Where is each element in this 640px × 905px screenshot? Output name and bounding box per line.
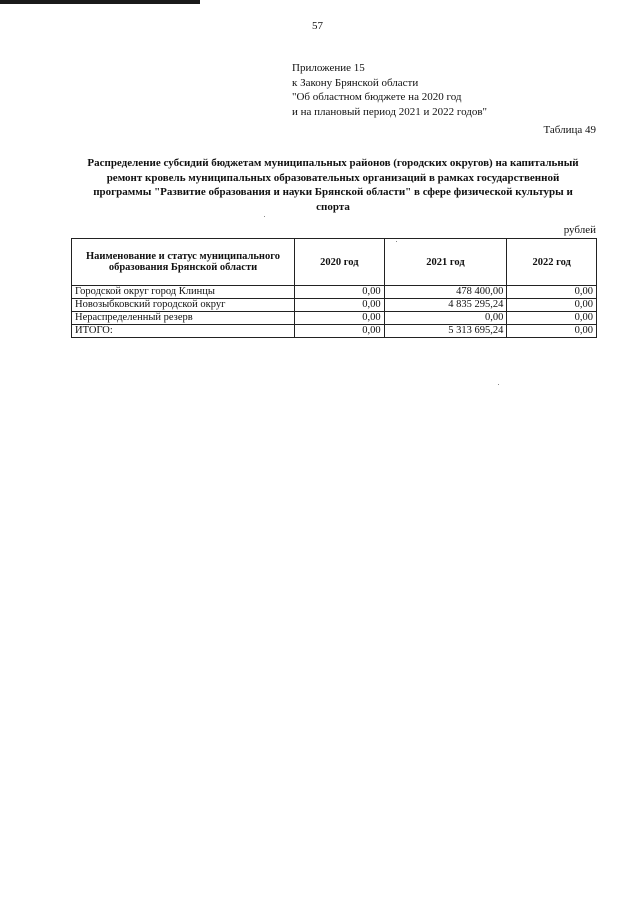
appendix-line-3: "Об областном бюджете на 2020 год [292,91,462,103]
page-number: 57 [312,20,323,32]
cell-2022: 0,00 [507,312,597,325]
title-line-2: ремонт кровель муниципальных образовательных организаций в рамках государственной [106,171,560,184]
subsidy-table [71,238,597,338]
units-label: рублей [563,224,596,236]
appendix-line-2: к Закону Брянской области [292,76,419,89]
cell-2021: 4 835 295,24 [384,299,507,312]
scan-speck [264,216,265,217]
cell-2020: 0,00 [295,325,385,338]
header-2021: 2021 год [384,239,507,286]
cell-2022: 0,00 [507,299,597,312]
table-number: Таблица 49 [543,124,596,136]
title-line-3: программы "Развитие образования и науки Брянской области" в сфере физической культуры и [93,186,573,198]
cell-2020: 0,00 [295,299,385,312]
cell-name: Новозыбковский городской округ [72,299,295,312]
cell-name: Нераспределенный резерв [72,312,295,325]
cell-2021: 478 400,00 [384,286,507,299]
document-title [68,156,598,214]
cell-2020: 0,00 [295,312,385,325]
cell-name: ИТОГО: [72,325,295,338]
cell-2020: 0,00 [295,286,385,299]
table-row [72,286,597,299]
cell-2021: 5 313 695,24 [384,325,507,338]
header-2022: 2022 год [507,239,597,286]
cell-2022: 0,00 [507,325,597,338]
scan-speck [498,384,499,385]
title-line-4: спорта [316,200,350,213]
header-municipality: Наименование и статус муниципального образования Брянской области [72,239,295,286]
table-row [72,312,597,325]
scan-edge-mark [0,0,200,4]
appendix-line-4: и на плановый период 2021 и 2022 годов" [292,105,488,118]
table-total-row [72,325,597,338]
appendix-line-1: Приложение 15 [292,62,365,74]
cell-2021: 0,00 [384,312,507,325]
cell-2022: 0,00 [507,286,597,299]
appendix-reference [292,61,487,119]
cell-name: Городской округ город Клинцы [72,286,295,299]
title-line-1: Распределение субсидий бюджетам муниципальных районов (городских округов) на капитальный [87,157,579,169]
header-2020: 2020 год [295,239,385,286]
table-header-row [72,239,597,286]
scan-speck [396,241,397,242]
table-row [72,299,597,312]
